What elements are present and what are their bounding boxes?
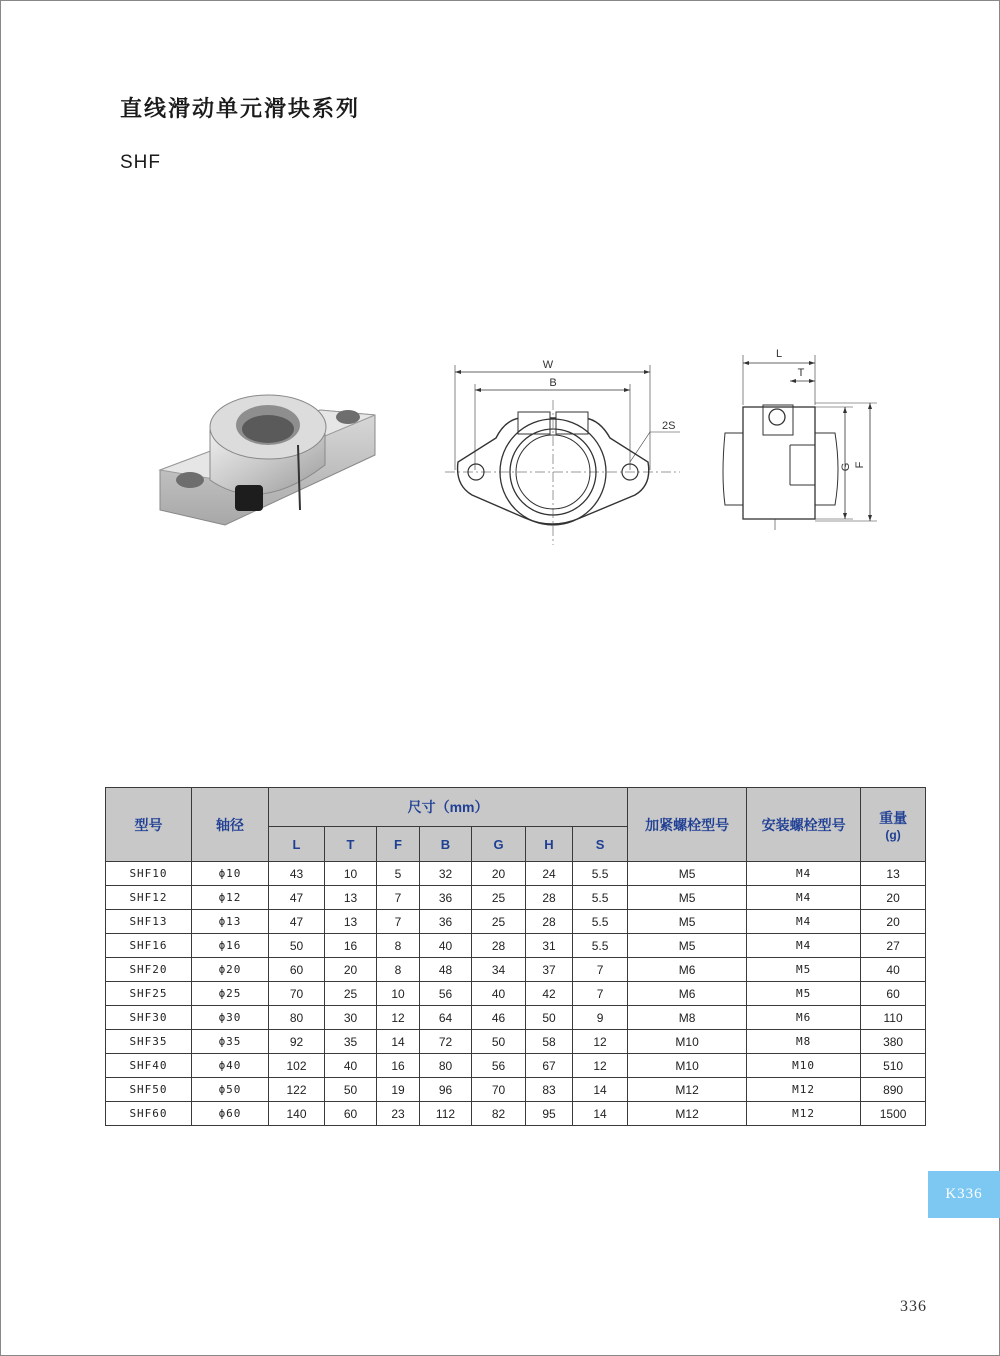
table-cell: ϕ40 (192, 1054, 269, 1078)
table-cell: 380 (861, 1030, 926, 1054)
table-cell: M6 (628, 982, 747, 1006)
table-cell: 35 (325, 1030, 377, 1054)
table-cell: 12 (573, 1030, 628, 1054)
table-cell: ϕ10 (192, 862, 269, 886)
table-cell: 5.5 (573, 934, 628, 958)
table-cell: M5 (628, 862, 747, 886)
table-body (106, 862, 926, 1126)
table-cell: M12 (747, 1078, 861, 1102)
table-cell: 28 (526, 886, 573, 910)
table-cell: 1500 (861, 1102, 926, 1126)
header-dim-t: T (325, 827, 377, 862)
table-row (106, 1102, 926, 1126)
page-title: 直线滑动单元滑块系列 (120, 97, 361, 122)
table-cell: 14 (573, 1102, 628, 1126)
table-cell: 60 (325, 1102, 377, 1126)
table-cell: 40 (861, 958, 926, 982)
header-dim-h: H (526, 827, 573, 862)
side-view-drawing (715, 345, 885, 530)
table-cell: 9 (573, 1006, 628, 1030)
table-cell: 64 (420, 1006, 472, 1030)
table-cell: 8 (377, 958, 420, 982)
table-cell: SHF35 (106, 1030, 192, 1054)
table-cell: M8 (628, 1006, 747, 1030)
table-row (106, 934, 926, 958)
table-cell: 14 (573, 1078, 628, 1102)
table-cell: 48 (420, 958, 472, 982)
table-cell: 70 (472, 1078, 526, 1102)
table-cell: ϕ30 (192, 1006, 269, 1030)
dim-label-l: L (775, 348, 783, 360)
table-cell: 7 (377, 886, 420, 910)
table-row (106, 910, 926, 934)
table-cell: 40 (325, 1054, 377, 1078)
table-cell: 16 (325, 934, 377, 958)
section-tab: K336 (928, 1171, 1000, 1218)
table-cell: 19 (377, 1078, 420, 1102)
table-cell: 12 (573, 1054, 628, 1078)
table-cell: M10 (747, 1054, 861, 1078)
table-header-row (106, 788, 926, 827)
table-cell: 80 (269, 1006, 325, 1030)
table-cell: 20 (861, 886, 926, 910)
table-cell: 7 (377, 910, 420, 934)
header-model: 型号 (106, 788, 192, 862)
table-cell: 27 (861, 934, 926, 958)
table-cell: 112 (420, 1102, 472, 1126)
header-dim-f: F (377, 827, 420, 862)
table-cell: 14 (377, 1030, 420, 1054)
table-cell: SHF30 (106, 1006, 192, 1030)
table-cell: M4 (747, 862, 861, 886)
table-cell: 31 (526, 934, 573, 958)
dim-label-b: B (549, 377, 557, 389)
table-cell: 102 (269, 1054, 325, 1078)
table-cell: 72 (420, 1030, 472, 1054)
table-cell: M12 (628, 1078, 747, 1102)
table-cell: M5 (628, 886, 747, 910)
table-cell: 510 (861, 1054, 926, 1078)
table-row (106, 1030, 926, 1054)
page-number: 336 (900, 1298, 927, 1315)
table-cell: 92 (269, 1030, 325, 1054)
table-cell: ϕ35 (192, 1030, 269, 1054)
header-weight (861, 788, 926, 862)
table-cell: 10 (325, 862, 377, 886)
table-cell: 60 (861, 982, 926, 1006)
header-shaft: 轴径 (192, 788, 269, 862)
dim-label-f: F (854, 461, 866, 469)
table-cell: SHF60 (106, 1102, 192, 1126)
table-cell: ϕ16 (192, 934, 269, 958)
table-cell: SHF10 (106, 862, 192, 886)
product-photo (150, 385, 380, 540)
table-cell: 890 (861, 1078, 926, 1102)
table-cell: M12 (628, 1102, 747, 1126)
table-row (106, 1054, 926, 1078)
table-cell: 140 (269, 1102, 325, 1126)
table-row (106, 1078, 926, 1102)
table-cell: 50 (325, 1078, 377, 1102)
table-cell: ϕ50 (192, 1078, 269, 1102)
table-cell: 20 (861, 910, 926, 934)
header-dimensions: 尺寸（mm） (269, 788, 628, 827)
table-cell: 50 (269, 934, 325, 958)
table-cell: M4 (747, 934, 861, 958)
table-cell: SHF13 (106, 910, 192, 934)
table-cell: 5 (377, 862, 420, 886)
header-dim-s: S (573, 827, 628, 862)
table-cell: 36 (420, 886, 472, 910)
header-dim-l: L (269, 827, 325, 862)
table-cell: M6 (747, 1006, 861, 1030)
table-cell: 30 (325, 1006, 377, 1030)
table-cell: 7 (573, 958, 628, 982)
table-cell: SHF25 (106, 982, 192, 1006)
table-cell: M4 (747, 910, 861, 934)
table-cell: 43 (269, 862, 325, 886)
header-dim-g: G (472, 827, 526, 862)
table-cell: M4 (747, 886, 861, 910)
table-cell: ϕ12 (192, 886, 269, 910)
header-weight-label: 重量 (879, 809, 908, 826)
table-cell: 42 (526, 982, 573, 1006)
table-cell: 83 (526, 1078, 573, 1102)
table-row (106, 1006, 926, 1030)
table-cell: SHF16 (106, 934, 192, 958)
table-cell: 20 (472, 862, 526, 886)
table-cell: 122 (269, 1078, 325, 1102)
table-cell: 37 (526, 958, 573, 982)
table-cell: M5 (747, 982, 861, 1006)
table-cell: 50 (526, 1006, 573, 1030)
table-cell: 25 (325, 982, 377, 1006)
table-cell: 40 (472, 982, 526, 1006)
table-cell: 95 (526, 1102, 573, 1126)
table-cell: 50 (472, 1030, 526, 1054)
table-cell: 96 (420, 1078, 472, 1102)
table-row (106, 862, 926, 886)
table-cell: M5 (628, 934, 747, 958)
table-cell: ϕ13 (192, 910, 269, 934)
table-cell: SHF20 (106, 958, 192, 982)
table-cell: 70 (269, 982, 325, 1006)
spec-table (105, 787, 926, 1126)
header-clamp-bolt: 加紧螺栓型号 (628, 788, 747, 862)
table-cell: M10 (628, 1054, 747, 1078)
table-cell: SHF50 (106, 1078, 192, 1102)
table-cell: 28 (472, 934, 526, 958)
table-cell: M12 (747, 1102, 861, 1126)
table-cell: 7 (573, 982, 628, 1006)
dim-label-t: T (797, 367, 805, 379)
table-cell: 67 (526, 1054, 573, 1078)
table-row (106, 982, 926, 1006)
table-cell: 25 (472, 886, 526, 910)
table-cell: M8 (747, 1030, 861, 1054)
header-weight-unit: (g) (885, 827, 901, 842)
table-cell: 47 (269, 910, 325, 934)
dim-label-w: W (542, 359, 554, 371)
dim-label-2s: 2S (662, 420, 676, 432)
front-view-drawing (440, 350, 700, 550)
table-cell: 36 (420, 910, 472, 934)
table-cell: 46 (472, 1006, 526, 1030)
table-cell: ϕ20 (192, 958, 269, 982)
table-cell: M5 (628, 910, 747, 934)
table-cell: 20 (325, 958, 377, 982)
table-cell: 47 (269, 886, 325, 910)
dim-label-g: G (840, 462, 852, 472)
model-label: SHF (120, 152, 161, 173)
table-cell: M10 (628, 1030, 747, 1054)
table-cell: M5 (747, 958, 861, 982)
table-cell: ϕ60 (192, 1102, 269, 1126)
table-cell: 25 (472, 910, 526, 934)
table-cell: 40 (420, 934, 472, 958)
table-cell: SHF40 (106, 1054, 192, 1078)
table-cell: 24 (526, 862, 573, 886)
table-cell: SHF12 (106, 886, 192, 910)
table-cell: 13 (325, 910, 377, 934)
table-row (106, 886, 926, 910)
table-cell: 23 (377, 1102, 420, 1126)
table-cell: 58 (526, 1030, 573, 1054)
table-cell: 5.5 (573, 910, 628, 934)
table-cell: 110 (861, 1006, 926, 1030)
header-mount-bolt: 安装螺栓型号 (747, 788, 861, 862)
header-dim-b: B (420, 827, 472, 862)
table-cell: 28 (526, 910, 573, 934)
table-cell: 80 (420, 1054, 472, 1078)
table-cell: 13 (861, 862, 926, 886)
table-cell: 34 (472, 958, 526, 982)
table-cell: 82 (472, 1102, 526, 1126)
table-cell: 12 (377, 1006, 420, 1030)
table-cell: M6 (628, 958, 747, 982)
table-cell: 16 (377, 1054, 420, 1078)
table-cell: 56 (420, 982, 472, 1006)
table-cell: 5.5 (573, 862, 628, 886)
table-cell: ϕ25 (192, 982, 269, 1006)
table-cell: 10 (377, 982, 420, 1006)
table-row (106, 958, 926, 982)
table-cell: 5.5 (573, 886, 628, 910)
table-cell: 13 (325, 886, 377, 910)
table-cell: 32 (420, 862, 472, 886)
table-cell: 60 (269, 958, 325, 982)
table-cell: 56 (472, 1054, 526, 1078)
table-cell: 8 (377, 934, 420, 958)
